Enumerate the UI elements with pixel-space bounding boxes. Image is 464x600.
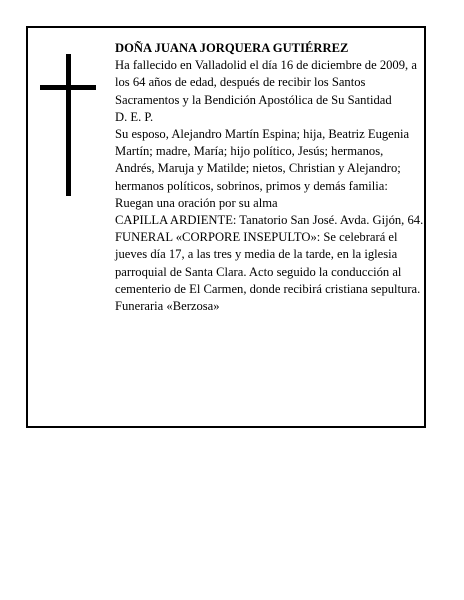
cross-vertical-bar xyxy=(66,54,71,196)
latin-cross-icon xyxy=(40,54,96,196)
obituary-notice xyxy=(26,26,426,428)
deceased-name: DOÑA JUANA JORQUERA GUTIÉRREZ xyxy=(115,41,349,55)
prayer-request: Ruegan una oración por su alma xyxy=(115,195,278,210)
funeral-info: FUNERAL «CORPORE INSEPULTO»: Se celebrará el jueves día 17, a las tres y media de la tarde, en la iglesia parroquial de Santa Clara. Acto seguido la conducción al cementerio de El Carmen, donde recibirá cristiana sepultura. xyxy=(115,230,421,296)
family-list: Su esposo, Alejandro Martín Espina; hija, Beatriz Eugenia Martín; madre, María; hijo político, Jesús; hermanos, Andrés, Maruja y Matilde; nietos, Christian y Alejandro; hermanos políticos, sobrinos, primos y demás familia: xyxy=(115,127,410,193)
notice-text xyxy=(115,40,425,315)
cross-horizontal-bar xyxy=(40,85,96,90)
funeral-home: Funeraria «Berzosa» xyxy=(115,299,220,314)
death-statement: Ha fallecido en Valladolid el día 16 de diciembre de 2009, a los 64 años de edad, después de recibir los Santos Sacramentos y la Bendición Apostólica de Su Santidad xyxy=(115,58,417,107)
rip-text: D. E. P. xyxy=(115,109,154,124)
chapel-info: CAPILLA ARDIENTE: Tanatorio San José. Avda. Gijón, 64. xyxy=(115,213,424,228)
